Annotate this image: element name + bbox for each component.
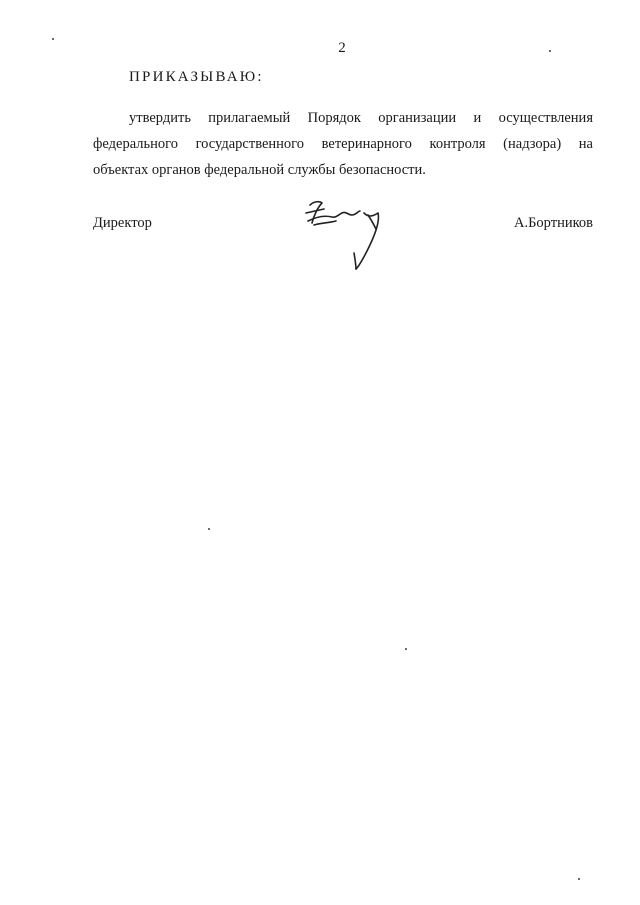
paragraph-line: федерального государственного ветеринарного контроля (надзора) на (93, 136, 593, 152)
paragraph-line: утвердить прилагаемый Порядок организации и осуществления (129, 110, 593, 126)
scan-speck (549, 50, 551, 52)
handwritten-signature (302, 193, 390, 273)
order-paragraph (93, 105, 593, 183)
paragraph-line: объектах органов федеральной службы безопасности. (93, 162, 426, 178)
signatory-name: А.Бортников (514, 215, 593, 231)
scan-speck (578, 878, 580, 880)
scan-speck (405, 648, 407, 650)
page-number: 2 (338, 40, 346, 56)
scan-speck (52, 38, 54, 40)
scan-speck (208, 528, 210, 530)
signatory-title: Директор (93, 215, 152, 231)
order-heading: ПРИКАЗЫВАЮ: (129, 69, 264, 85)
